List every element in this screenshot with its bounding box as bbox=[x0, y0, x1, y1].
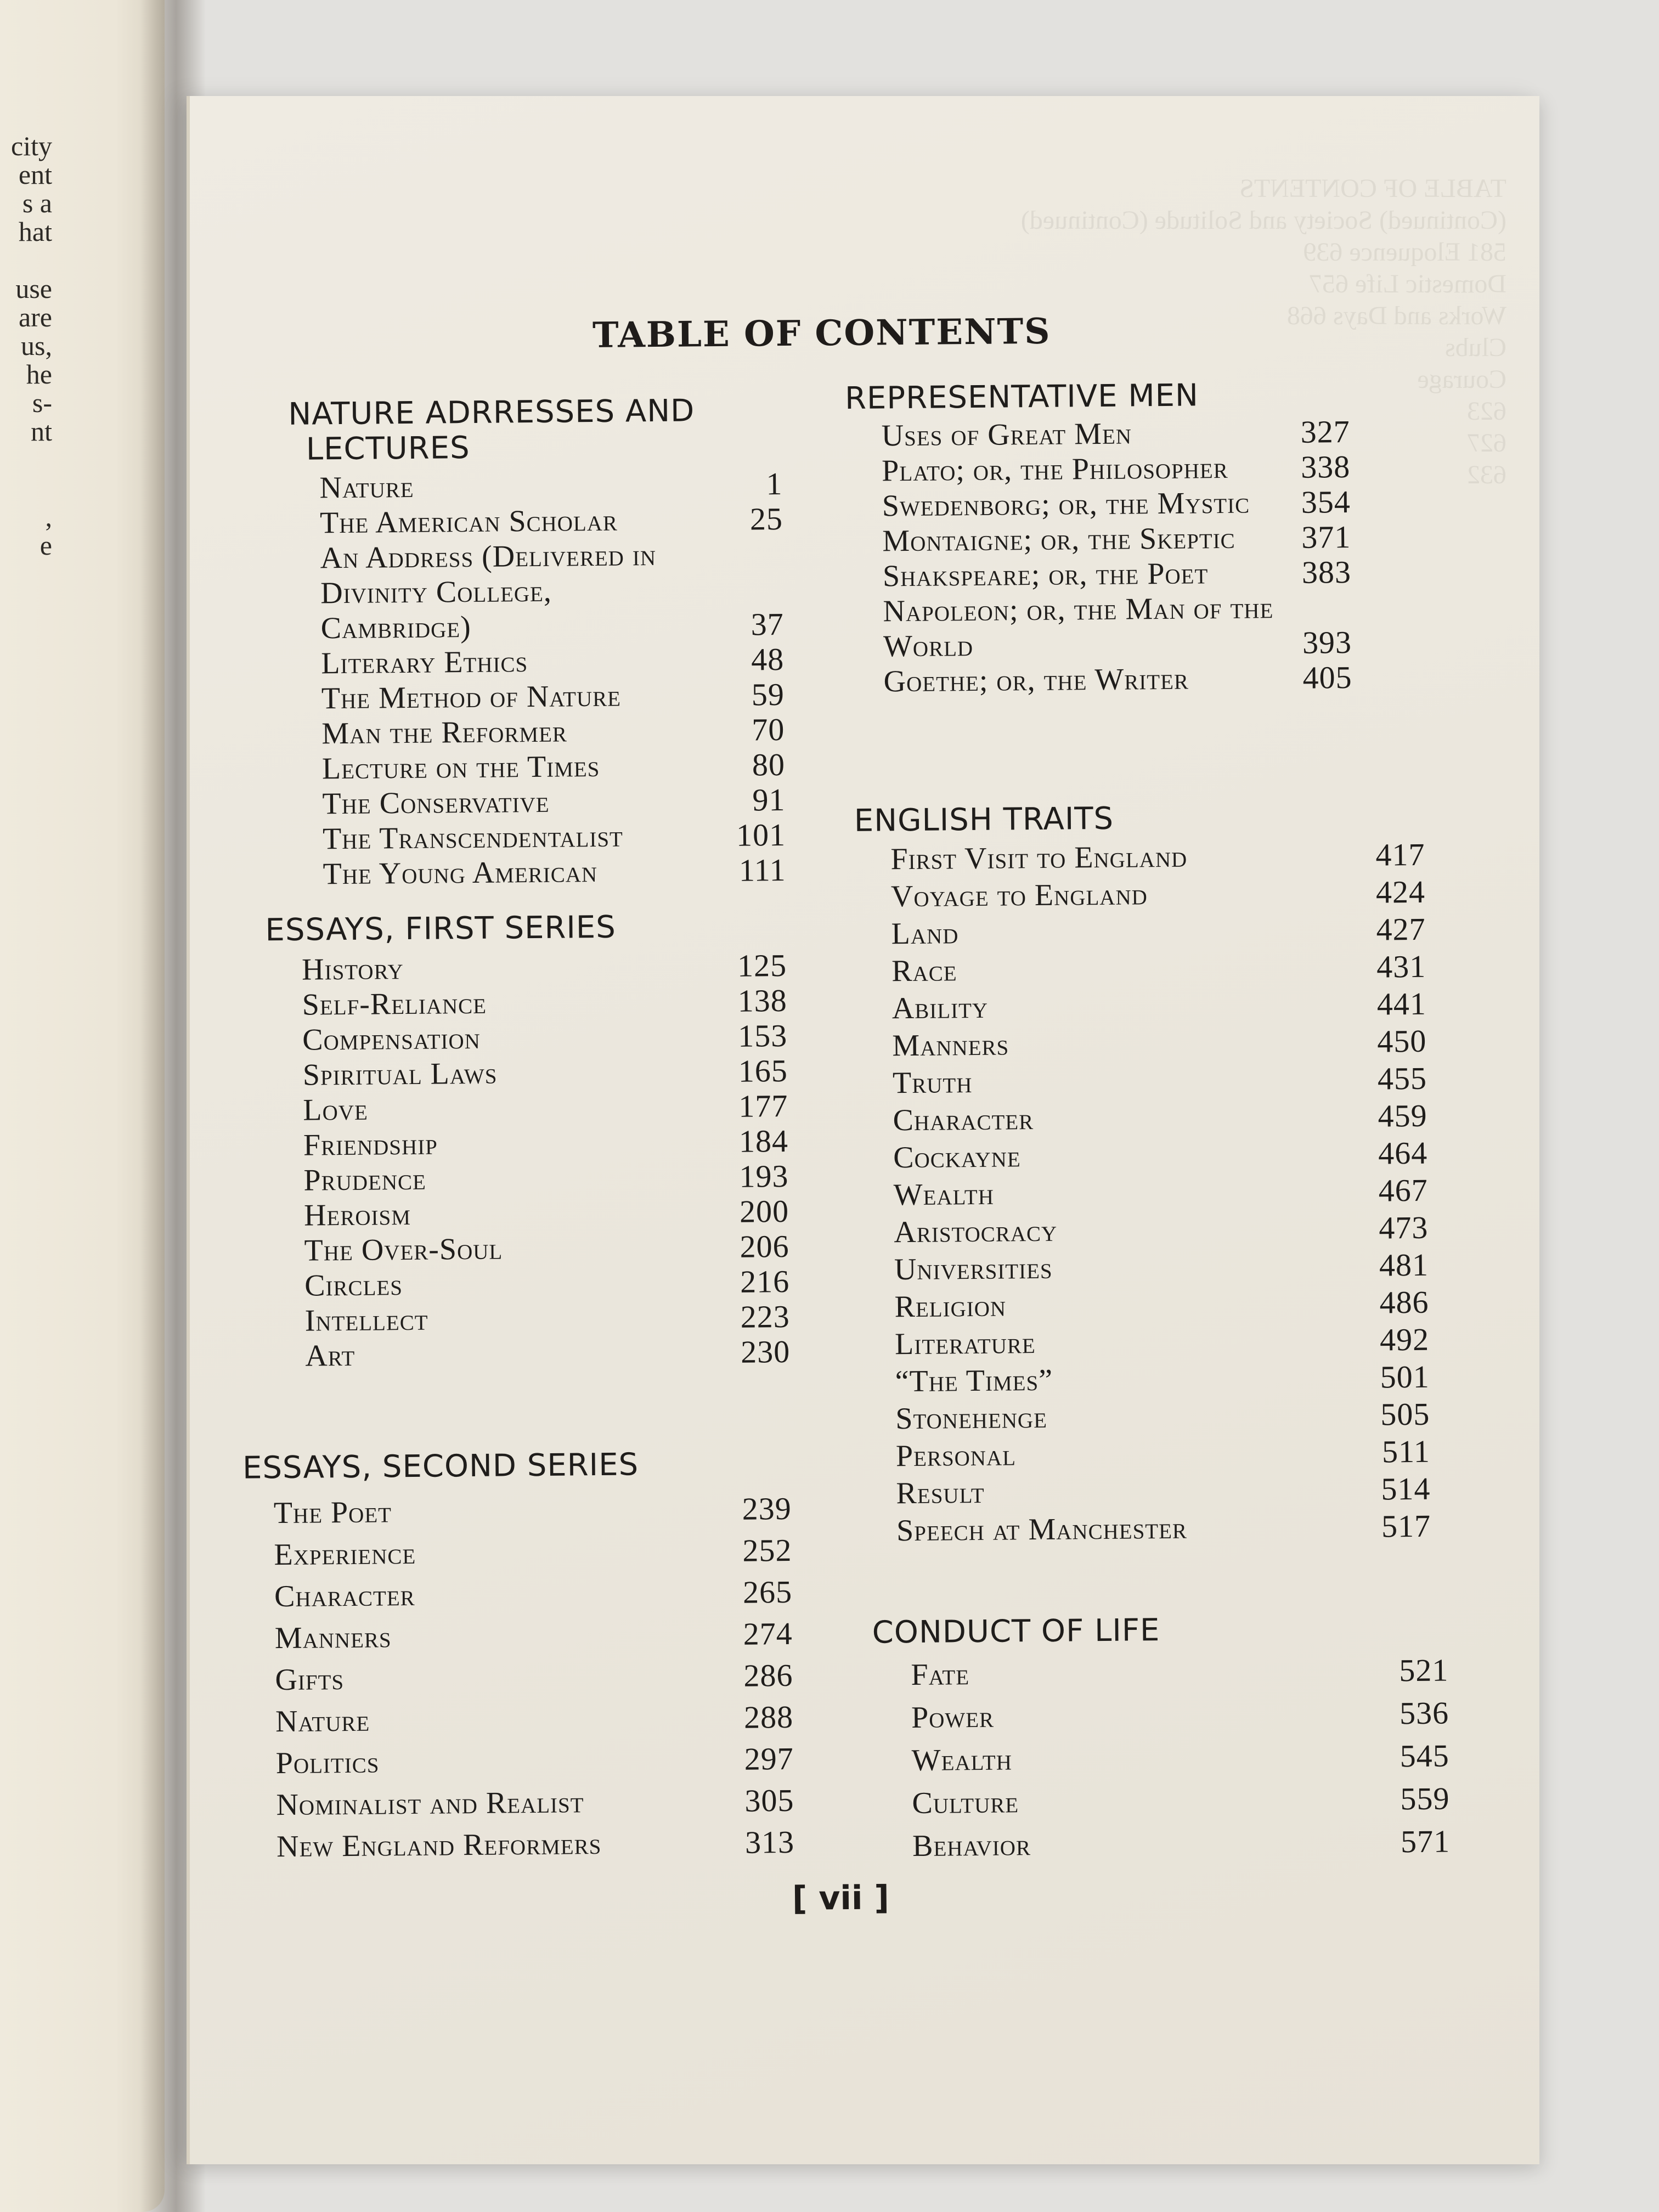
left-fragment: s- bbox=[32, 387, 52, 418]
toc-entry bbox=[276, 1821, 795, 1867]
entry-title: Cockayne bbox=[893, 1139, 1021, 1175]
entry-title: Man the Reformer bbox=[321, 714, 568, 751]
toc-entry bbox=[321, 642, 785, 681]
entry-title: An Address (Delivered in Divinity College, Cambridge) bbox=[320, 538, 657, 646]
entry-page: 286 bbox=[743, 1657, 793, 1694]
toc-entry bbox=[320, 537, 784, 646]
bleed-line: TABLE OF CONTENTS bbox=[1239, 174, 1506, 203]
entry-page: 138 bbox=[737, 982, 787, 1019]
entry-page: 338 bbox=[1300, 448, 1351, 485]
entry-title: Nominalist and Realist bbox=[276, 1785, 584, 1822]
entry-title: Truth bbox=[892, 1065, 973, 1101]
section-heading: ESSAYS, FIRST SERIES bbox=[265, 909, 617, 949]
toc-entry bbox=[890, 836, 1425, 878]
toc-entry bbox=[892, 985, 1427, 1027]
toc-entry bbox=[893, 1060, 1427, 1102]
entry-page: 545 bbox=[1400, 1737, 1450, 1774]
toc-entry bbox=[274, 1613, 793, 1659]
entry-page: 223 bbox=[740, 1298, 790, 1335]
entry-page: 193 bbox=[739, 1158, 789, 1194]
toc-entry bbox=[322, 782, 786, 821]
entry-title: Stonehenge bbox=[895, 1400, 1048, 1436]
entry-page: 431 bbox=[1376, 948, 1426, 985]
toc-page bbox=[187, 96, 1539, 2164]
toc-entry bbox=[894, 1209, 1429, 1251]
entry-title: Speech at Manchester bbox=[896, 1511, 1188, 1548]
toc-entry bbox=[319, 466, 783, 505]
entry-title: Nature bbox=[319, 470, 414, 505]
toc-entry bbox=[911, 1734, 1449, 1782]
entry-page: 464 bbox=[1378, 1135, 1428, 1171]
entry-page: 559 bbox=[1400, 1780, 1450, 1817]
entry-title: The Over-Soul bbox=[304, 1232, 503, 1268]
entry-title: The Poet bbox=[273, 1495, 392, 1531]
entry-title: Land bbox=[891, 916, 959, 951]
entry-title: Montaigne; or, the Skeptic bbox=[882, 521, 1235, 558]
bleed-line: 623 bbox=[1467, 397, 1506, 426]
toc-entry bbox=[304, 1194, 789, 1233]
entry-title: The Conservative bbox=[322, 785, 550, 821]
entry-title: Result bbox=[896, 1475, 985, 1511]
toc-entry bbox=[305, 1334, 791, 1374]
entry-page: 25 bbox=[749, 501, 783, 537]
toc-entry bbox=[320, 501, 783, 540]
entry-page: 230 bbox=[740, 1333, 791, 1370]
entry-page: 481 bbox=[1379, 1246, 1429, 1283]
toc-entry bbox=[323, 853, 786, 891]
toc-entry bbox=[303, 1124, 789, 1163]
left-fragment: are bbox=[18, 302, 52, 332]
entry-title: Literary Ethics bbox=[321, 645, 528, 681]
toc-entry bbox=[891, 911, 1426, 952]
toc-entry bbox=[304, 1229, 789, 1268]
toc-entry bbox=[321, 677, 785, 716]
toc-entry bbox=[891, 948, 1426, 990]
toc-entry bbox=[882, 484, 1351, 523]
entry-page: 517 bbox=[1381, 1508, 1431, 1544]
entry-page: 111 bbox=[738, 851, 786, 888]
entry-title: Manners bbox=[274, 1620, 392, 1656]
entry-page: 514 bbox=[1381, 1470, 1431, 1507]
entry-page: 455 bbox=[1377, 1060, 1427, 1097]
toc-entry bbox=[303, 1088, 788, 1128]
entry-title: Personal bbox=[895, 1438, 1017, 1474]
entry-title: Aristocracy bbox=[894, 1214, 1058, 1250]
toc-entry bbox=[896, 1433, 1431, 1475]
entry-page: 125 bbox=[737, 947, 787, 984]
entry-title: The Method of Nature bbox=[321, 679, 622, 716]
entry-page: 354 bbox=[1301, 483, 1351, 520]
entry-title: Experience bbox=[274, 1536, 416, 1572]
entry-page: 1 bbox=[766, 466, 783, 502]
entry-title: Plato; or, the Philosopher bbox=[881, 450, 1228, 488]
left-fragment: us, bbox=[21, 330, 52, 361]
entry-page: 153 bbox=[737, 1017, 788, 1054]
entry-page: 313 bbox=[744, 1824, 795, 1860]
bleed-line: Courage bbox=[1417, 365, 1506, 394]
entry-title: Friendship bbox=[303, 1127, 438, 1163]
toc-entry bbox=[912, 1777, 1450, 1825]
left-fragment bbox=[0, 445, 52, 474]
section-heading: NATURE ADRRESSES AND bbox=[288, 393, 695, 432]
left-fragment: hat bbox=[18, 216, 52, 247]
entry-page: 70 bbox=[752, 711, 785, 748]
entry-title: Wealth bbox=[893, 1177, 995, 1212]
entry-title: Compensation bbox=[302, 1021, 481, 1057]
toc-entry bbox=[881, 414, 1350, 453]
toc-section bbox=[854, 799, 1431, 1550]
left-fragment: , bbox=[45, 501, 52, 532]
toc-entry bbox=[304, 1299, 790, 1339]
entry-title: The Young American bbox=[323, 854, 598, 891]
entry-page: 393 bbox=[1302, 624, 1352, 661]
toc-section bbox=[845, 377, 1352, 699]
section-heading: REPRESENTATIVE MEN bbox=[844, 377, 1199, 417]
bleed-line: 581 Eloquence 639 bbox=[1303, 238, 1506, 267]
entry-page: 177 bbox=[738, 1087, 788, 1124]
toc-entry bbox=[895, 1358, 1430, 1400]
entry-page: 252 bbox=[742, 1532, 792, 1568]
toc-entry bbox=[322, 747, 786, 786]
entry-page: 459 bbox=[1378, 1097, 1427, 1134]
entry-page: 265 bbox=[742, 1573, 793, 1610]
toc-entry bbox=[275, 1738, 794, 1784]
section-heading: CONDUCT OF LIFE bbox=[872, 1612, 1160, 1651]
toc-entry bbox=[304, 1264, 790, 1304]
toc-section bbox=[288, 393, 786, 892]
left-fragment: e bbox=[40, 530, 52, 560]
toc-entry bbox=[275, 1696, 794, 1742]
toc-entry bbox=[276, 1780, 794, 1826]
entry-title: Lecture on the Times bbox=[321, 749, 600, 786]
entry-title: Nature bbox=[275, 1703, 370, 1739]
toc-section bbox=[265, 909, 790, 1374]
toc-entry bbox=[883, 590, 1352, 664]
toc-entry bbox=[912, 1820, 1451, 1867]
entry-title: Fate bbox=[911, 1657, 970, 1692]
entry-title: Behavior bbox=[912, 1828, 1031, 1864]
entry-page: 417 bbox=[1375, 836, 1425, 873]
toc-entry bbox=[274, 1571, 793, 1617]
entry-title: The Transcendentalist bbox=[322, 819, 624, 856]
entry-title: Character bbox=[893, 1102, 1034, 1138]
entry-page: 165 bbox=[738, 1052, 788, 1089]
left-page-text-fragments bbox=[0, 132, 52, 560]
toc-entry bbox=[892, 1023, 1427, 1064]
entry-page: 424 bbox=[1375, 873, 1426, 910]
entry-title: The American Scholar bbox=[319, 503, 618, 540]
entry-title: Religion bbox=[894, 1289, 1007, 1324]
entry-title: Wealth bbox=[911, 1742, 1013, 1778]
page-number: [ vii ] bbox=[792, 1878, 890, 1918]
entry-title: Self-Reliance bbox=[302, 986, 487, 1022]
entry-title: Shakspeare; or, the Poet bbox=[882, 556, 1209, 594]
entry-page: 501 bbox=[1380, 1358, 1430, 1395]
entry-title: New England Reformers bbox=[276, 1826, 602, 1864]
toc-entry bbox=[302, 983, 787, 1023]
toc-entry bbox=[893, 1172, 1428, 1214]
bleed-line: 627 bbox=[1467, 428, 1506, 458]
left-fragment bbox=[0, 474, 52, 503]
bleed-line: (Continued) Society and Solitude (Continued) bbox=[1020, 206, 1506, 235]
toc-entry bbox=[302, 948, 787, 988]
entry-page: 101 bbox=[736, 816, 786, 853]
entry-title: Swedenborg; or, the Mystic bbox=[882, 486, 1250, 523]
entry-page: 305 bbox=[744, 1782, 794, 1819]
section-heading: LECTURES bbox=[306, 430, 470, 467]
entry-title: Voyage to England bbox=[890, 877, 1148, 914]
entry-title: Spiritual Laws bbox=[302, 1056, 498, 1092]
entry-title: Universities bbox=[894, 1251, 1053, 1287]
entry-page: 427 bbox=[1376, 911, 1426, 947]
entry-title: Manners bbox=[892, 1028, 1009, 1063]
bleed-line: Works and Days 668 bbox=[1286, 301, 1506, 330]
entry-page: 511 bbox=[1381, 1433, 1431, 1470]
toc-entry bbox=[895, 1396, 1430, 1437]
entry-title: First Visit to England bbox=[890, 839, 1188, 877]
bleed-line: 632 bbox=[1467, 460, 1506, 489]
entry-page: 505 bbox=[1380, 1396, 1430, 1432]
entry-page: 239 bbox=[742, 1490, 792, 1527]
toc-entry bbox=[321, 712, 785, 751]
toc-entry bbox=[894, 1284, 1429, 1325]
entry-title: Character bbox=[274, 1578, 415, 1614]
toc-entry bbox=[911, 1649, 1449, 1696]
entry-page: 571 bbox=[1400, 1823, 1451, 1860]
toc-entry bbox=[895, 1321, 1430, 1363]
entry-page: 327 bbox=[1300, 413, 1350, 450]
entry-page: 80 bbox=[752, 746, 786, 783]
entry-title: Gifts bbox=[275, 1662, 345, 1697]
entry-page: 371 bbox=[1301, 518, 1351, 555]
entry-title: History bbox=[301, 952, 404, 987]
toc-section bbox=[242, 1446, 795, 1868]
toc-entry bbox=[303, 1159, 789, 1198]
entry-page: 274 bbox=[743, 1615, 793, 1652]
left-fragment: s a bbox=[22, 188, 52, 218]
entry-page: 206 bbox=[740, 1228, 789, 1265]
toc-entry bbox=[896, 1470, 1431, 1512]
entry-page: 91 bbox=[752, 781, 786, 818]
toc-entry bbox=[893, 1135, 1428, 1176]
entry-title: Circles bbox=[304, 1268, 403, 1303]
toc-entry bbox=[891, 873, 1426, 915]
toc-entry bbox=[302, 1018, 788, 1058]
toc-entry bbox=[303, 1053, 788, 1093]
toc-entry bbox=[894, 1246, 1429, 1288]
entry-title: Intellect bbox=[304, 1302, 428, 1338]
entry-title: Goethe; or, the Writer bbox=[883, 662, 1189, 699]
entry-page: 37 bbox=[751, 606, 784, 642]
entry-page: 405 bbox=[1302, 659, 1352, 696]
toc-entry bbox=[323, 817, 786, 856]
entry-page: 450 bbox=[1377, 1023, 1427, 1059]
entry-title: Love bbox=[303, 1092, 369, 1127]
bleed-line: Domestic Life 657 bbox=[1309, 269, 1506, 298]
entry-page: 467 bbox=[1378, 1172, 1429, 1209]
toc-entry bbox=[883, 555, 1352, 594]
entry-title: Race bbox=[891, 953, 957, 989]
entry-page: 288 bbox=[743, 1699, 794, 1735]
left-fragment: city bbox=[11, 132, 52, 161]
toc-entry bbox=[893, 1097, 1427, 1139]
entry-title: Power bbox=[911, 1700, 995, 1735]
entry-title: Art bbox=[305, 1338, 356, 1373]
entry-page: 200 bbox=[739, 1193, 789, 1229]
entry-title: Heroism bbox=[303, 1197, 411, 1233]
entry-title: “The Times” bbox=[895, 1363, 1053, 1399]
left-fragment bbox=[0, 246, 52, 274]
section-heading: ENGLISH TRAITS bbox=[854, 800, 1114, 839]
left-fragment: he bbox=[26, 359, 52, 390]
entry-title: Uses of Great Men bbox=[881, 416, 1132, 453]
toc-entry bbox=[275, 1655, 793, 1701]
entry-page: 184 bbox=[738, 1122, 789, 1159]
entry-title: Prudence bbox=[303, 1162, 427, 1198]
entry-page: 216 bbox=[740, 1263, 790, 1300]
left-fragment: nt bbox=[31, 416, 52, 447]
entry-page: 521 bbox=[1399, 1652, 1449, 1689]
toc-entry bbox=[882, 449, 1351, 488]
entry-page: 492 bbox=[1379, 1321, 1430, 1358]
toc-entry bbox=[882, 520, 1351, 558]
entry-page: 297 bbox=[744, 1740, 794, 1777]
entry-page: 48 bbox=[751, 641, 785, 678]
entry-title: Culture bbox=[912, 1785, 1019, 1821]
toc-entry bbox=[896, 1508, 1431, 1549]
entry-page: 441 bbox=[1376, 985, 1427, 1022]
entry-page: 486 bbox=[1379, 1284, 1429, 1321]
entry-page: 473 bbox=[1379, 1209, 1429, 1246]
left-fragment: ent bbox=[18, 159, 52, 190]
entry-page: 383 bbox=[1301, 554, 1352, 590]
entry-page: 59 bbox=[751, 676, 785, 713]
toc-content bbox=[181, 90, 1549, 2170]
toc-entry bbox=[273, 1488, 792, 1534]
entry-title: Politics bbox=[275, 1745, 380, 1781]
section-heading: ESSAYS, SECOND SERIES bbox=[242, 1447, 639, 1486]
toc-entry bbox=[911, 1691, 1449, 1739]
entry-title: Literature bbox=[894, 1326, 1036, 1362]
entry-title: Ability bbox=[891, 990, 989, 1026]
entry-page: 536 bbox=[1399, 1695, 1449, 1731]
toc-entry bbox=[274, 1530, 792, 1576]
page-title: TABLE OF CONTENTS bbox=[592, 311, 1051, 357]
bleed-line: Clubs bbox=[1444, 333, 1506, 362]
entry-title: Napoleon; or, the Man of the World bbox=[883, 591, 1274, 664]
toc-entry bbox=[883, 660, 1352, 699]
toc-section bbox=[872, 1610, 1450, 1867]
left-fragment: use bbox=[15, 273, 52, 304]
